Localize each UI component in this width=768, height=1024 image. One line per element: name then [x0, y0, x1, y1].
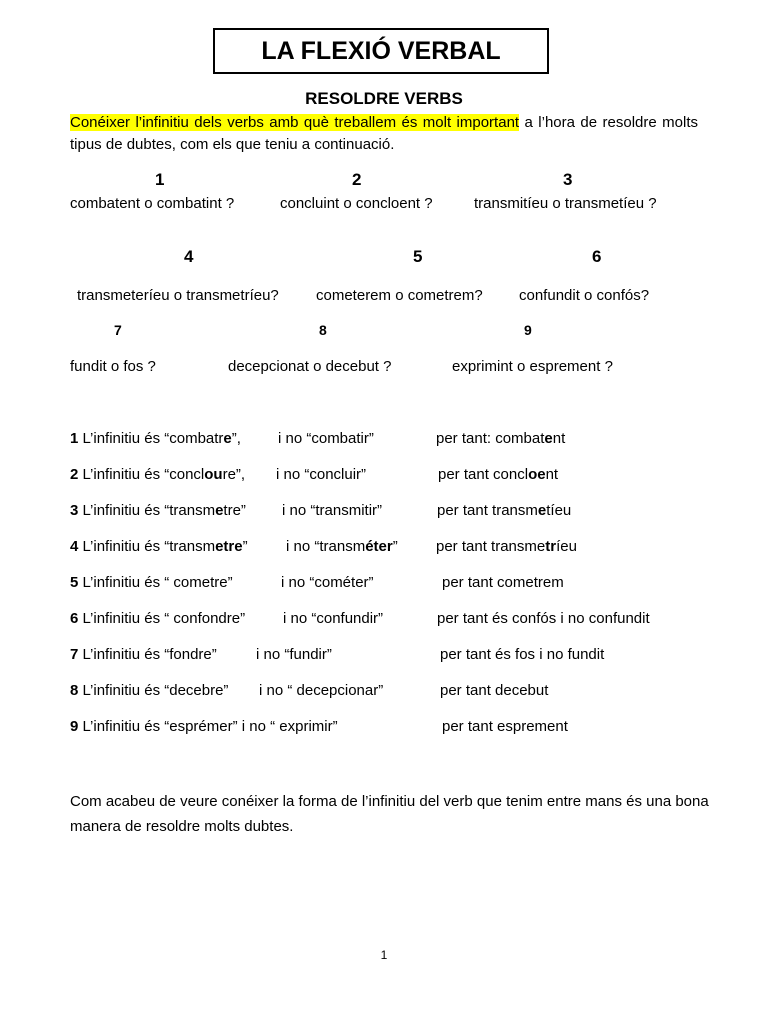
answer-result-end: íeu — [556, 538, 577, 555]
question-text: transmitíeu o transmetíeu ? — [474, 195, 657, 212]
question-text: cometerem o cometrem? — [316, 287, 483, 304]
answer-line — [70, 682, 228, 699]
answer-not-form: i no “confundir” — [283, 610, 384, 627]
answer-not-form — [286, 538, 398, 555]
intro-paragraph — [70, 112, 698, 156]
answer-infinitive: L’infinitiu és “transm — [82, 538, 216, 555]
answer-infinitive-end: tre” — [223, 502, 246, 519]
question-text: transmeteríeu o transmetríeu? — [77, 287, 279, 304]
answer-result-text: per tant transme — [436, 538, 546, 555]
answer-infinitive-bold: etre — [215, 538, 243, 555]
answer-result: per tant esprement — [442, 718, 568, 735]
answer-infinitive: L’infinitiu és “ cometre” — [82, 574, 233, 591]
answer-infinitive: L’infinitiu és “fondre” — [82, 646, 217, 663]
answer-result-text: per tant transm — [437, 502, 538, 519]
question-number: 2 — [352, 170, 362, 189]
answer-result: per tant decebut — [440, 682, 549, 699]
answer-line — [70, 610, 245, 627]
answer-number: 3 — [70, 502, 79, 519]
answer-not-form: i no “ decepcionar” — [259, 682, 384, 699]
question-number: 6 — [592, 247, 602, 266]
answer-result — [437, 502, 571, 519]
document-title-box — [213, 28, 549, 74]
answer-infinitive-end: re”, — [222, 466, 246, 483]
answer-not-form-text: i no “transm — [286, 538, 366, 555]
answer-line — [70, 646, 217, 663]
answer-number: 6 — [70, 610, 79, 627]
section-subtitle: RESOLDRE VERBS — [305, 89, 463, 108]
question-text: confundit o confós? — [519, 287, 650, 304]
question-number: 8 — [319, 322, 327, 338]
answer-result-end: nt — [552, 430, 566, 447]
answer-result-end: nt — [545, 466, 559, 483]
answer-infinitive-bold: e — [223, 430, 232, 447]
page-number: 1 — [380, 948, 388, 962]
question-number: 5 — [413, 247, 423, 266]
answer-result — [436, 430, 565, 447]
question-number: 1 — [155, 170, 165, 189]
answer-line — [70, 502, 246, 519]
answer-number: 7 — [70, 646, 79, 663]
answer-line — [70, 538, 248, 555]
answer-result: per tant és fos i no fundit — [440, 646, 605, 663]
answer-not-form: i no “concluir” — [276, 466, 367, 483]
question-text: concluint o concloent ? — [280, 195, 433, 212]
answer-number: 8 — [70, 682, 79, 699]
answer-result: per tant cometrem — [442, 574, 564, 591]
answer-line — [70, 718, 338, 735]
answer-not-form-end: ” — [392, 538, 398, 555]
question-number: 4 — [184, 247, 194, 266]
answer-result — [438, 466, 558, 483]
answer-line — [70, 574, 233, 591]
answer-not-form: i no “cométer” — [281, 574, 374, 591]
answer-infinitive: L’infinitiu és “decebre” — [82, 682, 229, 699]
answer-infinitive: L’infinitiu és “esprémer” i no “ exprimir” — [82, 718, 338, 735]
answer-result-text: per tant: combat — [436, 430, 545, 447]
answer-infinitive-end: ”, — [231, 430, 241, 447]
question-number: 9 — [524, 322, 532, 338]
question-text: exprimint o esprement ? — [452, 358, 613, 375]
answer-number: 9 — [70, 718, 79, 735]
question-text: fundit o fos ? — [70, 358, 156, 375]
answer-number: 1 — [70, 430, 79, 447]
answer-number: 5 — [70, 574, 79, 591]
document-title: LA FLEXIÓ VERBAL — [261, 36, 501, 65]
intro-highlighted-text: Conéixer l’infinitiu dels verbs amb què treballem és molt important — [70, 114, 520, 131]
answer-not-form: i no “combatir” — [278, 430, 374, 447]
answer-result: per tant és confós i no confundit — [437, 610, 650, 627]
answer-result-bold: oe — [528, 466, 546, 483]
question-number: 7 — [114, 322, 122, 338]
answer-line — [70, 466, 245, 483]
answer-infinitive: L’infinitiu és “combatr — [82, 430, 224, 447]
answer-not-form-bold: éter — [365, 538, 393, 555]
answer-line — [70, 430, 241, 447]
question-number: 3 — [563, 170, 573, 189]
answer-number: 4 — [70, 538, 79, 555]
answer-result — [436, 538, 577, 555]
answer-result-bold: e — [537, 502, 547, 519]
answer-not-form: i no “transmitir” — [282, 502, 383, 519]
answer-result-end: tíeu — [546, 502, 572, 519]
answer-infinitive-bold: e — [215, 502, 224, 519]
answer-infinitive-bold: ou — [204, 466, 223, 483]
answer-number: 2 — [70, 466, 79, 483]
answer-infinitive: L’infinitiu és “concl — [82, 466, 205, 483]
answer-infinitive-end: ” — [242, 538, 248, 555]
answer-infinitive: L’infinitiu és “transm — [82, 502, 216, 519]
answer-not-form: i no “fundir” — [256, 646, 332, 663]
answer-result-bold: e — [544, 430, 553, 447]
question-text: decepcionat o decebut ? — [228, 358, 392, 375]
answer-infinitive: L’infinitiu és “ confondre” — [82, 610, 246, 627]
conclusion-paragraph: Com acabeu de veure conéixer la forma de l’infinitiu del verb que tenim entre mans és una bona manera de resoldre molts dubtes. — [70, 793, 709, 835]
intro-rest-text: a l’hora de resoldre molts tipus de dubtes, com els que teniu a continuació. — [70, 114, 698, 153]
answer-result-bold: tr — [545, 538, 557, 555]
question-text: combatent o combatint ? — [70, 195, 235, 212]
answer-result-text: per tant concl — [438, 466, 529, 483]
